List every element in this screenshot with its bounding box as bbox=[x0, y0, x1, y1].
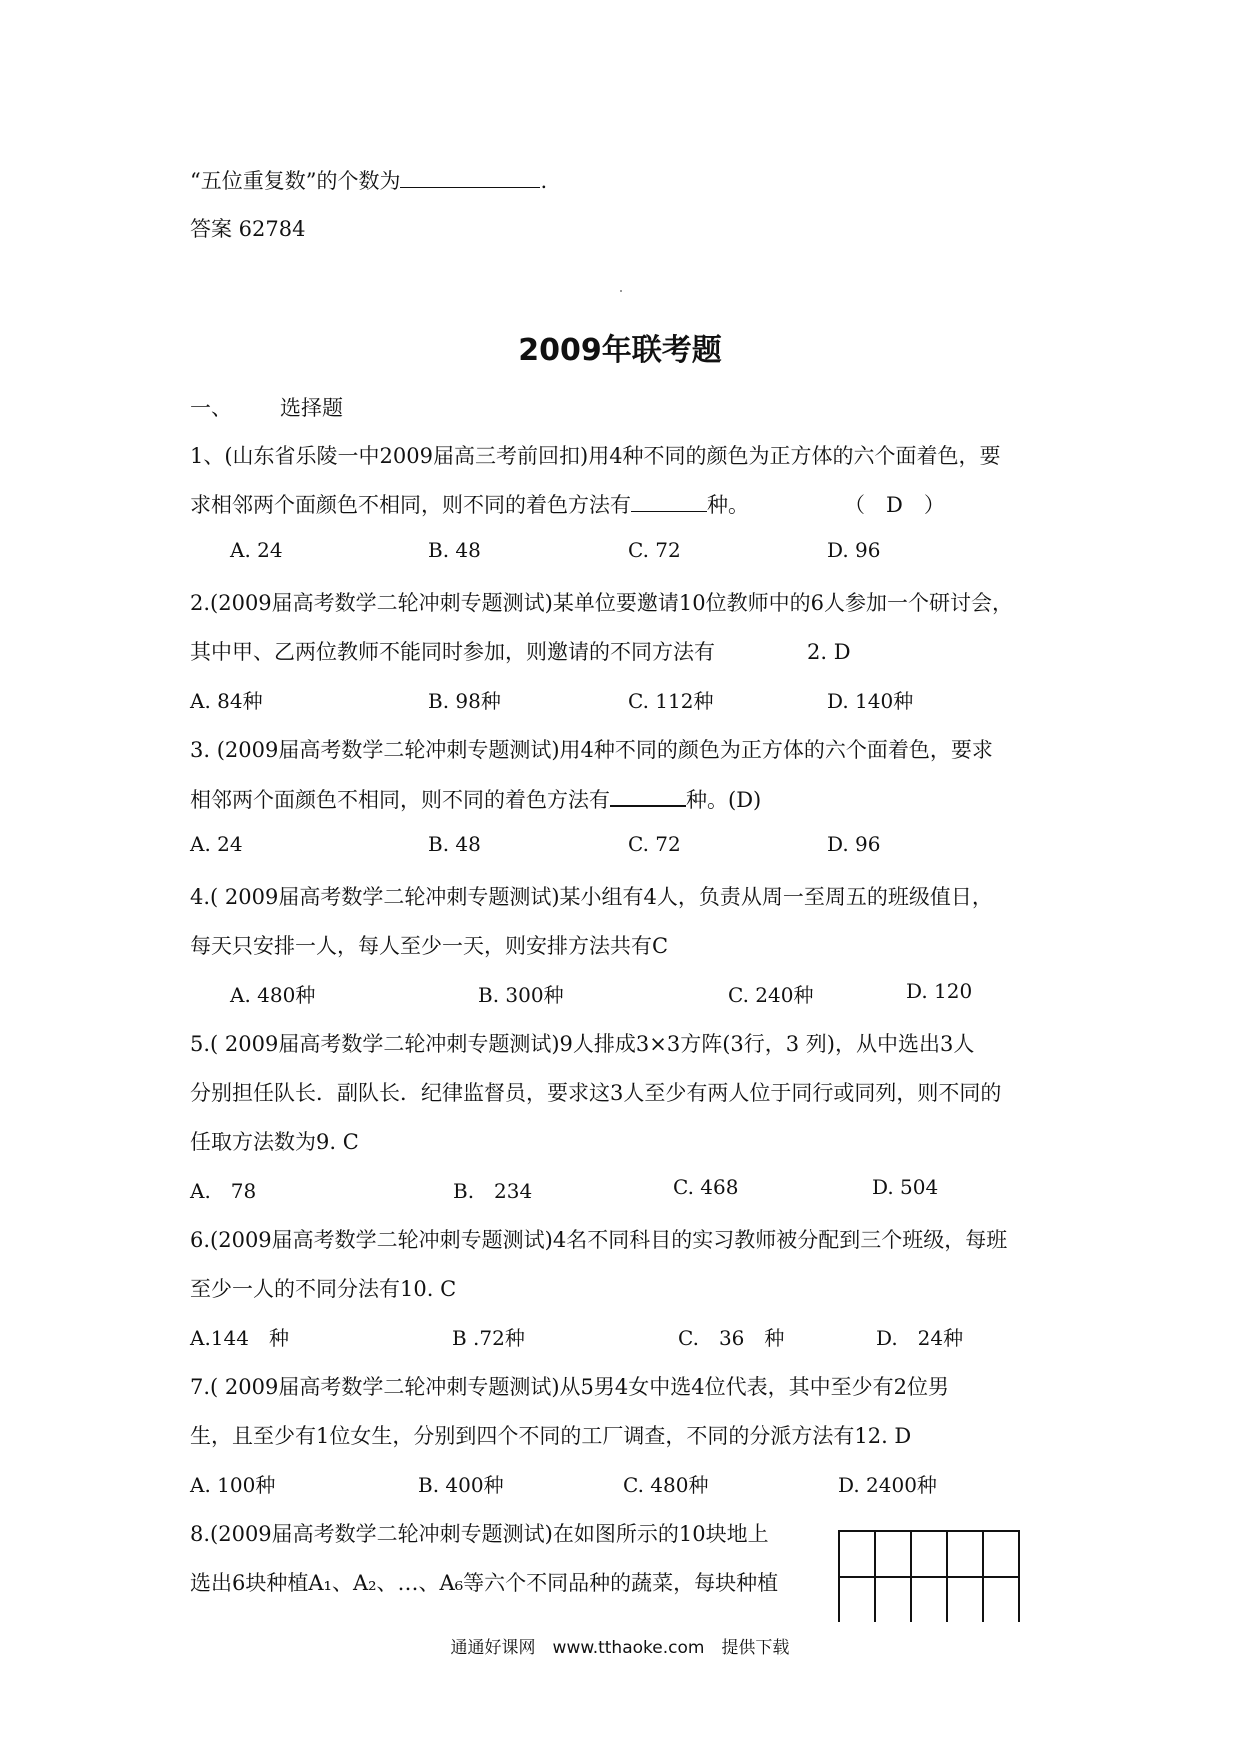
question-3-blank bbox=[610, 783, 686, 807]
question-2-line-2 bbox=[190, 636, 851, 666]
answer-blank bbox=[400, 165, 540, 188]
header-text: “五位重复数”的个数为 bbox=[190, 169, 401, 193]
question-3-line-2 bbox=[190, 783, 761, 814]
section-number: 一、 bbox=[190, 396, 232, 420]
option-b: B. 48 bbox=[428, 538, 481, 562]
option-c: C. 112种 bbox=[628, 689, 714, 713]
header-answer: 答案 62784 bbox=[190, 217, 306, 241]
question-3-text: 相邻两个面颜色不相同，则不同的着色方法有 bbox=[190, 788, 610, 812]
question-1-blank bbox=[631, 489, 707, 512]
question-6-line-1: 6.(2009届高考数学二轮冲刺专题测试)4名不同科目的实习教师被分配到三个班级，每班 bbox=[190, 1228, 1008, 1252]
question-3-text-b: 种。(D) bbox=[686, 788, 762, 812]
question-3-line-1: 3. (2009届高考数学二轮冲刺专题测试)用4种不同的颜色为正方体的六个面着色，要求 bbox=[190, 738, 993, 762]
header-line bbox=[190, 165, 547, 195]
section-heading bbox=[190, 392, 343, 422]
option-d: D. 96 bbox=[827, 538, 881, 562]
page-title: 2009年联考题 bbox=[518, 333, 722, 368]
option-a: A.144 种 bbox=[190, 1326, 289, 1350]
header-text-end: . bbox=[540, 169, 548, 193]
option-b: B. 234 bbox=[453, 1179, 533, 1203]
question-8-line-1: 8.(2009届高考数学二轮冲刺专题测试)在如图所示的10块地上 bbox=[190, 1522, 769, 1546]
option-c: C. 240种 bbox=[728, 983, 814, 1007]
option-c: C. 72 bbox=[628, 832, 681, 856]
footer-watermark: 通通好课网 www.tthaoke.com 提供下载 bbox=[450, 1638, 790, 1658]
question-2-text: 其中甲、乙两位教师不能同时参加，则邀请的不同方法有 bbox=[190, 640, 715, 664]
option-b: B. 48 bbox=[428, 832, 481, 856]
option-d: D. 140种 bbox=[827, 689, 914, 713]
question-1-text-b: 种。 bbox=[707, 493, 749, 517]
grid-row bbox=[839, 1577, 1019, 1622]
question-4-line-1: 4.( 2009届高考数学二轮冲刺专题测试)某小组有4人，负责从周一至周五的班级值日， bbox=[190, 885, 993, 909]
question-1-answer: （ D ） bbox=[844, 493, 945, 517]
option-c: C. 72 bbox=[628, 538, 681, 562]
option-c: C. 36 种 bbox=[678, 1326, 785, 1350]
grid-cell bbox=[875, 1531, 911, 1577]
question-1-line-2 bbox=[190, 489, 945, 519]
grid-cell bbox=[875, 1577, 911, 1622]
question-8-line-2: 选出6块种植A₁、A₂、…、A₆等六个不同品种的蔬菜，每块种植 bbox=[190, 1571, 779, 1595]
option-a: A. 480种 bbox=[230, 983, 316, 1007]
grid-cell bbox=[839, 1577, 875, 1622]
question-1-text: 求相邻两个面颜色不相同，则不同的着色方法有 bbox=[190, 493, 631, 517]
option-d: D. 24种 bbox=[876, 1326, 964, 1350]
grid-cell bbox=[983, 1577, 1019, 1622]
stray-dot bbox=[620, 290, 622, 292]
section-label: 选择题 bbox=[280, 396, 343, 420]
question-4-line-2: 每天只安排一人，每人至少一天，则安排方法共有C bbox=[190, 934, 669, 958]
grid-cell bbox=[911, 1531, 947, 1577]
question-5-line-3: 任取方法数为9. C bbox=[190, 1130, 359, 1154]
option-b: B. 400种 bbox=[418, 1473, 504, 1497]
option-a: A. 84种 bbox=[190, 689, 263, 713]
grid-cell bbox=[983, 1531, 1019, 1577]
option-a: A. 24 bbox=[230, 538, 283, 562]
option-d: D. 96 bbox=[827, 832, 881, 856]
option-a: A. 100种 bbox=[190, 1473, 276, 1497]
question-5-line-2: 分别担任队长．副队长．纪律监督员，要求这3人至少有两人位于同行或同列，则不同的 bbox=[190, 1081, 1002, 1105]
option-b: B. 300种 bbox=[478, 983, 564, 1007]
question-2-answer: 2. D bbox=[807, 640, 851, 664]
option-d: D. 120 bbox=[906, 979, 973, 1003]
question-7-line-2: 生，且至少有1位女生，分别到四个不同的工厂调查，不同的分派方法有12. D bbox=[190, 1424, 912, 1448]
question-6-line-2: 至少一人的不同分法有10. C bbox=[190, 1277, 457, 1301]
option-d: D. 2400种 bbox=[838, 1473, 937, 1497]
question-1-line-1: 1、(山东省乐陵一中2009届高三考前回扣)用4种不同的颜色为正方体的六个面着色，要 bbox=[190, 444, 1001, 468]
question-5-line-1: 5.( 2009届高考数学二轮冲刺专题测试)9人排成3×3方阵(3行，3 列)，从中选出3人 bbox=[190, 1032, 975, 1056]
option-c: C. 468 bbox=[673, 1175, 739, 1199]
option-a: A. 24 bbox=[190, 832, 243, 856]
question-2-line-1: 2.(2009届高考数学二轮冲刺专题测试)某单位要邀请10位教师中的6人参加一个研讨会， bbox=[190, 591, 1013, 615]
field-grid-figure bbox=[838, 1530, 1020, 1622]
grid-cell bbox=[947, 1531, 983, 1577]
grid-row bbox=[839, 1531, 1019, 1577]
grid-cell bbox=[947, 1577, 983, 1622]
option-a: A. 78 bbox=[190, 1179, 257, 1203]
option-b: B .72种 bbox=[452, 1326, 525, 1350]
option-c: C. 480种 bbox=[623, 1473, 709, 1497]
grid-cell bbox=[839, 1531, 875, 1577]
option-d: D. 504 bbox=[872, 1175, 939, 1199]
question-7-line-1: 7.( 2009届高考数学二轮冲刺专题测试)从5男4女中选4位代表，其中至少有2位男 bbox=[190, 1375, 949, 1399]
grid-cell bbox=[911, 1577, 947, 1622]
option-b: B. 98种 bbox=[428, 689, 501, 713]
